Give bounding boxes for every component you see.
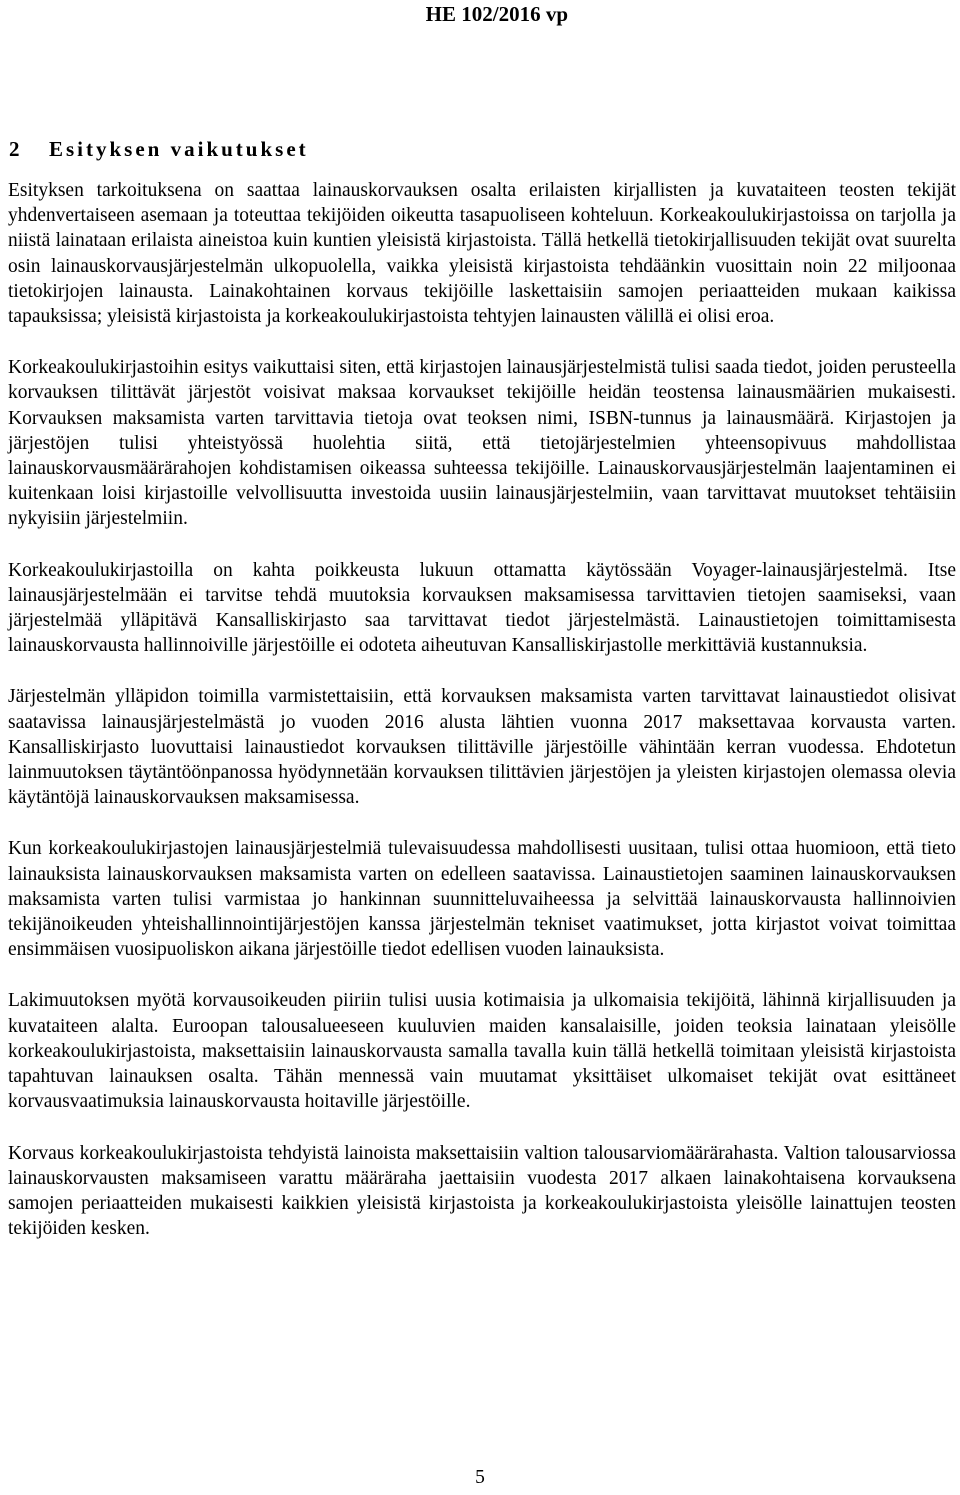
- section-heading: [9, 136, 309, 162]
- page-number: 5: [475, 1467, 485, 1488]
- section-number: 2: [9, 137, 20, 161]
- paragraph: Korvaus korkeakoulukirjastoista tehdyistä lainoista maksettaisiin valtion talousarviomäärärahasta. Valtion talousarviossa lainauskorvausten maksamiseen varattu määräraha jaettaisiin vuodesta 2017 alkaen lainakohtaisena korvauksena samojen periaatteiden mukaisesti kaikkien yleisistä kirjastoista ja korkeakoulukirjastoista yleisölle lainattujen teosten tekijöiden kesken.: [8, 1142, 956, 1240]
- section-title: Esityksen vaikutukset: [49, 137, 309, 161]
- document-header: HE 102/2016 vp: [425, 2, 568, 26]
- paragraph: Korkeakoulukirjastoihin esitys vaikuttaisi siten, että kirjastojen lainausjärjestelmistä tulisi saada tiedot, joiden perusteella korvauksen tilittävät järjestöt voisivat maksaa korvaukset tekijöille heidän teostensa lainausmäärien mukaisesti. Korvauksen maksamista varten tarvittavia tietoja ovat teoksen nimi, ISBN-tunnus ja lainausmäärä. Kirjastojen ja järjestöjen tulisi yhteistyössä huolehtia siitä, että tietojärjestelmien yhteensopivuus mahdollistaa lainauskorvausmäärärahojen kohdistamisen oikeassa suhteessa tekijöille. Lainauskorvausjärjestelmän laajentaminen ei kuitenkaan loisi kirjastoille velvollisuutta investoida uusiin lainausjärjestelmiin, vaan tarvittavat muutokset tehtäisiin nykyisiin järjestelmiin.: [8, 357, 956, 530]
- paragraph: Esityksen tarkoituksena on saattaa lainauskorvauksen osalta erilaisten kirjallisten ja kuvataiteen teosten tekijät yhdenvertaiseen asemaan ja toteuttaa tekijöiden oikeutta tasapuoliseen kohteluun. Korkeakoulukirjastoissa on tarjolla ja niistä lainataan erilaista aineistoa kuin kuntien yleisistä kirjastoista. Tällä hetkellä tietokirjallisuuden tekijät ovat suurelta osin lainauskorvausjärjestelmän ulkopuolella, vaikka yleisistä kirjastoista tehdäänkin vuosittain noin 22 miljoonaa tietokirjojen lainausta. Lainakohtainen korvaus tekijöille laskettaisiin samojen periaatteiden mukaan kaikissa tapauksissa; yleisistä kirjastoista ja korkeakoulukirjastoista tehtyjen lainausten välillä ei olisi eroa.: [8, 180, 956, 328]
- paragraph: Järjestelmän ylläpidon toimilla varmistettaisiin, että korvauksen maksamista varten tarvittavat lainaustiedot olisivat saatavissa lainausjärjestelmästä jo vuoden 2016 alusta lähtien vuonna 2017 maksettavaa korvausta varten. Kansalliskirjasto luovuttaisi lainaustiedot korvauksen tilittäville järjestöille vähintään kerran vuodessa. Ehdotetun lainmuutoksen täytäntöönpanossa hyödynnetään korvauksen tilittävien järjestöjen ja yleisten kirjastojen olemassa olevia käytäntöjä lainauskorvauksen maksamisessa.: [8, 686, 956, 809]
- paragraph: Lakimuutoksen myötä korvausoikeuden piiriin tulisi uusia kotimaisia ja ulkomaisia tekijöitä, lähinnä kirjallisuuden ja kuvataiteen alalta. Euroopan talousalueeseen kuuluvien maiden kansalaisille, joiden teoksia lainataan yleisölle korkeakoulukirjastoista, maksettaisiin lainauskorvausta samalla tavalla kuin tällä hetkellä toimitaan yleisistä kirjastoista tapahtuvan lainauksen osalta. Tähän mennessä vain muutamat yksittäiset ulkomaiset tekijät ovat esittäneet korvausvaatimuksia lainauskorvausta hoitaville järjestöille.: [8, 990, 956, 1113]
- body-text: [8, 178, 956, 1267]
- paragraph: Kun korkeakoulukirjastojen lainausjärjestelmiä tulevaisuudessa mahdollisesti uusitaan, tulisi ottaa huomioon, että tieto lainauksista lainauskorvauksen maksamista varten on edelleen saatavissa. Lainaustietojen saaminen lainauskorvauksen maksamista varten tulisi varmistaa jo hankinnan suunnitteluvaiheessa ja selvittää lainauskorvausta hallinnoivien tekijänoikeuden yhteishallinnointijärjestöjen kanssa järjestelmän tekniset vaatimukset, jotta kirjastot voivat toimittaa ensimmäisen vuosipuoliskon aikana järjestöille tiedot edellisen vuoden lainauksista.: [8, 838, 956, 961]
- paragraph: Korkeakoulukirjastoilla on kahta poikkeusta lukuun ottamatta käytössään Voyager-lainausjärjestelmä. Itse lainausjärjestelmään ei tarvitse tehdä muutoksia korvauksen maksamisessa tarvittavien tietojen saamiseksi, vaan järjestelmää ylläpitävä Kansalliskirjasto saa tarvittavat tiedot järjestelmästä. Lainaustietojen toimittamisesta lainauskorvausta hallinnoiville järjestöille ei odoteta aiheutuvan Kansalliskirjastolle merkittäviä kustannuksia.: [8, 559, 956, 657]
